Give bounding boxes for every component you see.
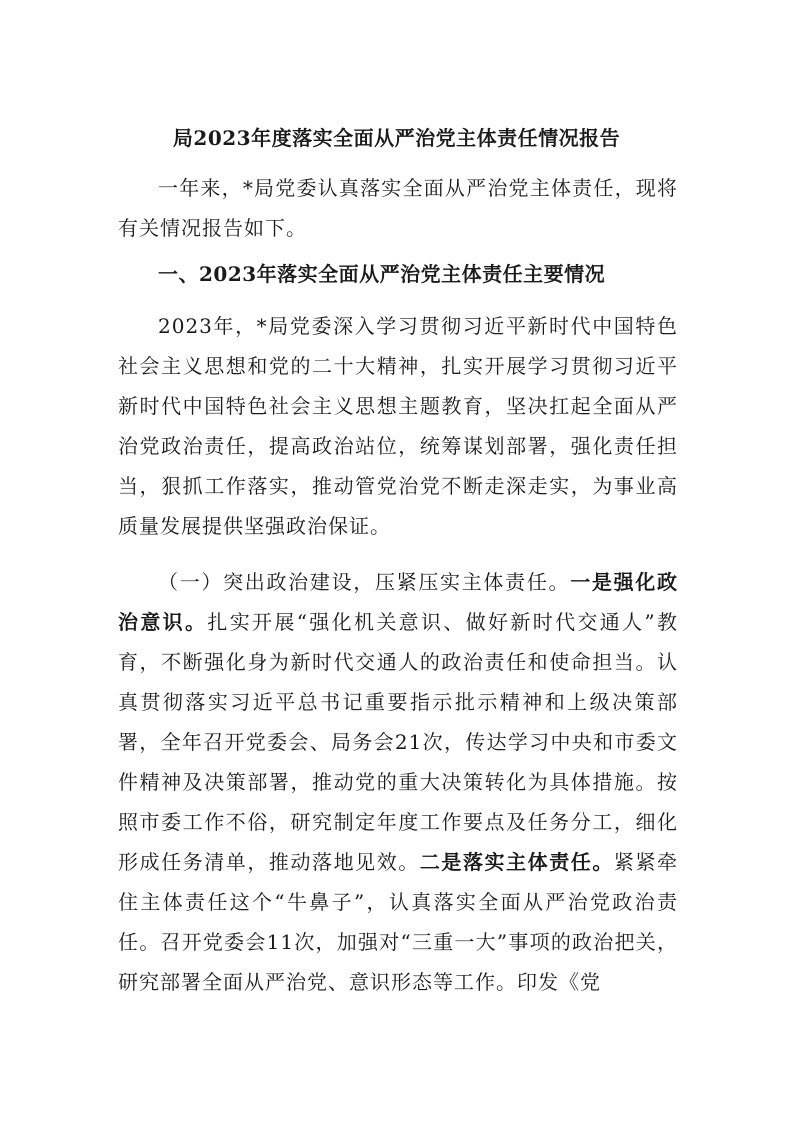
- body-paragraph-political-building: [118, 562, 678, 1002]
- intro-paragraph: 一年来，*局党委认真落实全面从严治党主体责任，现将有关情况报告如下。: [118, 176, 678, 240]
- document-title: 局2023年度落实全面从严治党主体责任情况报告: [172, 126, 621, 150]
- body-paragraph-summary: 2023年，*局党委深入学习贯彻习近平新时代中国特色社会主义思想和党的二十大精神，扎实开展学习贯彻习近平新时代中国特色社会主义思想主题教育，坚决扛起全面从严治党政治责任，提高政治站位，统筹谋划部署，强化责任担当，狠抓工作落实，推动管党治党不断走深走实，为事业高质量发展提供坚强政治保证。: [118, 314, 678, 538]
- subsection-heading: （一）突出政治建设，压紧压实主体责任。: [158, 570, 571, 594]
- point-text-1: 扎实开展“强化机关意识、做好新时代交通人”教育，不断强化身为新时代交通人的政治责任和使命担当。认真贯彻落实习近平总书记重要指示批示精神和上级决策部署，全年召开党委会、局务会21次，传达学习中央和市委文件精神及决策部署，推动党的重大决策转化为具体措施。按照市委工作不俗，研究制定年度工作要点及任务分工，细化形成任务清单，推动落地见效。: [118, 610, 679, 874]
- point-heading-1: 一是强化政治意识。: [118, 570, 679, 634]
- section-heading-1: 一、2023年落实全面从严治党主体责任主要情况: [158, 262, 606, 286]
- point-text-2: 紧紧牵住主体责任这个“牛鼻子”，认真落实全面从严治党政治责任。召开党委会11次，加强对“三重一大”事项的政治把关，研究部署全面从严治党、意识形态等工作。印发《党: [118, 850, 679, 994]
- point-heading-2: 二是落实主体责任。: [419, 850, 614, 874]
